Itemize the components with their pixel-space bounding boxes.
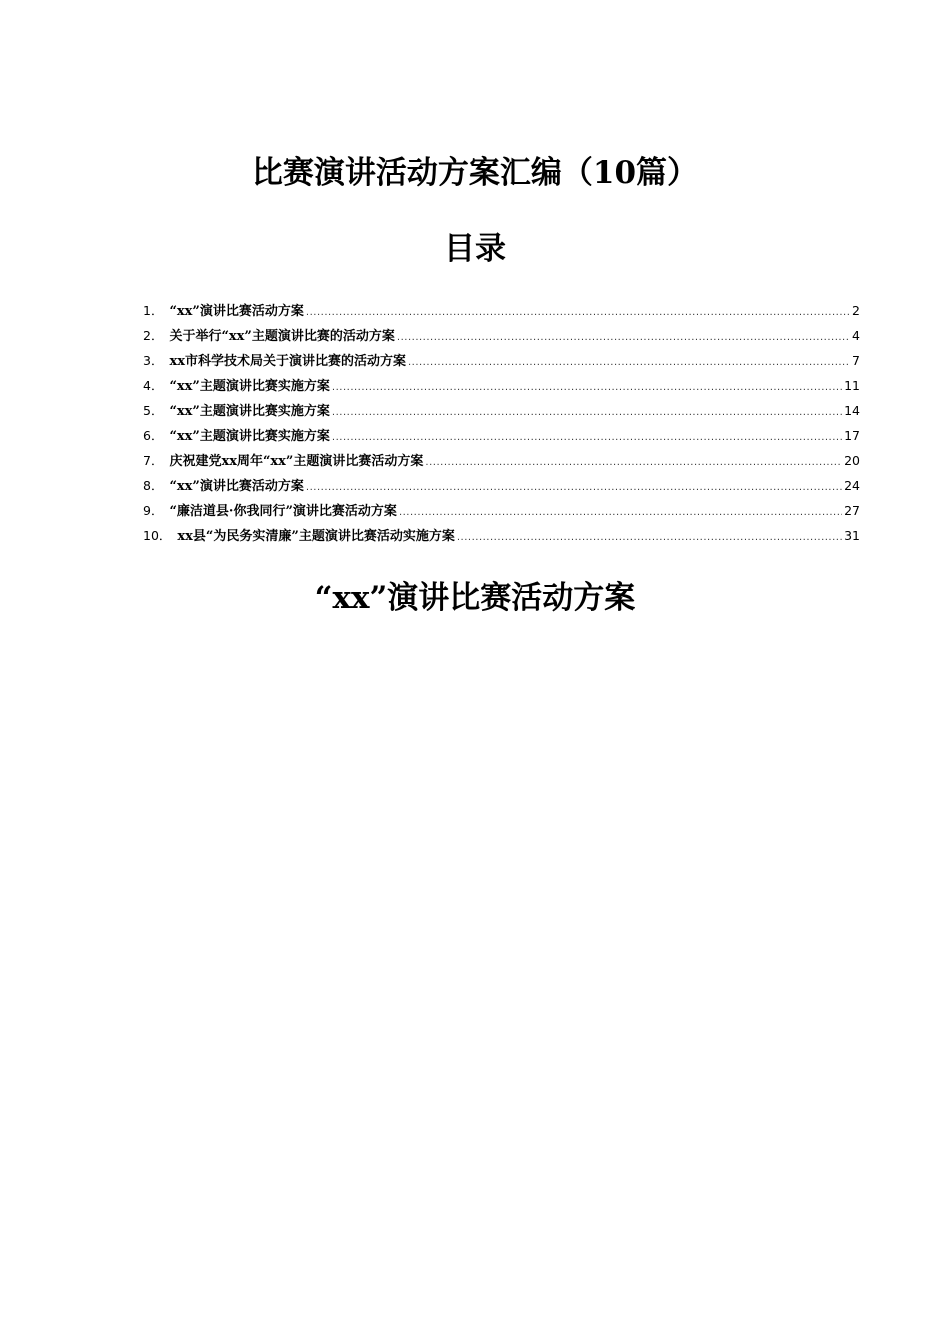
toc-entry-6[interactable] bbox=[143, 426, 860, 451]
table-of-contents bbox=[143, 301, 860, 551]
toc-entry-page: 11 bbox=[844, 378, 860, 393]
toc-entry-number: 8． bbox=[143, 478, 164, 493]
toc-dot-leader bbox=[306, 303, 850, 323]
toc-dot-leader bbox=[332, 378, 842, 398]
toc-entry-number: 2． bbox=[143, 328, 164, 343]
toc-entry-number: 5． bbox=[143, 403, 164, 418]
toc-entry-1[interactable] bbox=[143, 301, 860, 326]
toc-entry-page: 4 bbox=[852, 328, 860, 343]
toc-entry-page: 31 bbox=[844, 528, 860, 543]
toc-heading: 目录 bbox=[444, 231, 506, 267]
toc-entry-title: xx县“为民务实清廉”主题演讲比赛活动实施方案 bbox=[177, 529, 455, 544]
toc-entry-title: “xx”主题演讲比赛实施方案 bbox=[169, 404, 330, 419]
toc-entry-page: 7 bbox=[852, 353, 860, 368]
toc-entry-page: 2 bbox=[852, 303, 860, 318]
toc-entry-10[interactable] bbox=[143, 526, 860, 551]
toc-dot-leader bbox=[332, 428, 842, 448]
toc-entry-number: 6． bbox=[143, 428, 164, 443]
section-title: “xx”演讲比赛活动方案 bbox=[314, 580, 636, 616]
toc-entry-title: “xx”演讲比赛活动方案 bbox=[169, 479, 304, 494]
toc-entry-number: 4． bbox=[143, 378, 164, 393]
toc-entry-number: 10． bbox=[143, 528, 172, 543]
toc-entry-title: 关于举行“xx”主题演讲比赛的活动方案 bbox=[169, 329, 395, 344]
toc-dot-leader bbox=[306, 478, 842, 498]
toc-entry-title: “廉洁道县·你我同行”演讲比赛活动方案 bbox=[169, 504, 397, 519]
document-title: 比赛演讲活动方案汇编（10篇） bbox=[251, 155, 699, 191]
toc-entry-page: 24 bbox=[844, 478, 860, 493]
toc-entry-page: 14 bbox=[844, 403, 860, 418]
toc-entry-title: “xx”主题演讲比赛实施方案 bbox=[169, 379, 330, 394]
toc-entry-7[interactable] bbox=[143, 451, 860, 476]
toc-entry-page: 17 bbox=[844, 428, 860, 443]
toc-entry-9[interactable] bbox=[143, 501, 860, 526]
toc-entry-title: “xx”主题演讲比赛实施方案 bbox=[169, 429, 330, 444]
toc-entry-5[interactable] bbox=[143, 401, 860, 426]
toc-entry-title: “xx”演讲比赛活动方案 bbox=[169, 304, 304, 319]
toc-entry-number: 3． bbox=[143, 353, 164, 368]
toc-entry-page: 27 bbox=[844, 503, 860, 518]
toc-entry-number: 1． bbox=[143, 303, 164, 318]
toc-entry-title: xx市科学技术局关于演讲比赛的活动方案 bbox=[169, 354, 406, 369]
toc-entry-title: 庆祝建党xx周年“xx”主题演讲比赛活动方案 bbox=[169, 454, 424, 469]
toc-dot-leader bbox=[332, 403, 842, 423]
toc-entry-8[interactable] bbox=[143, 476, 860, 501]
toc-entry-page: 20 bbox=[844, 453, 860, 468]
toc-entry-4[interactable] bbox=[143, 376, 860, 401]
toc-entry-number: 9． bbox=[143, 503, 164, 518]
toc-dot-leader bbox=[408, 353, 850, 373]
toc-dot-leader bbox=[425, 453, 842, 473]
toc-entry-2[interactable] bbox=[143, 326, 860, 351]
toc-dot-leader bbox=[397, 328, 850, 348]
toc-dot-leader bbox=[457, 528, 842, 548]
toc-dot-leader bbox=[399, 503, 842, 523]
toc-entry-number: 7． bbox=[143, 453, 164, 468]
toc-entry-3[interactable] bbox=[143, 351, 860, 376]
